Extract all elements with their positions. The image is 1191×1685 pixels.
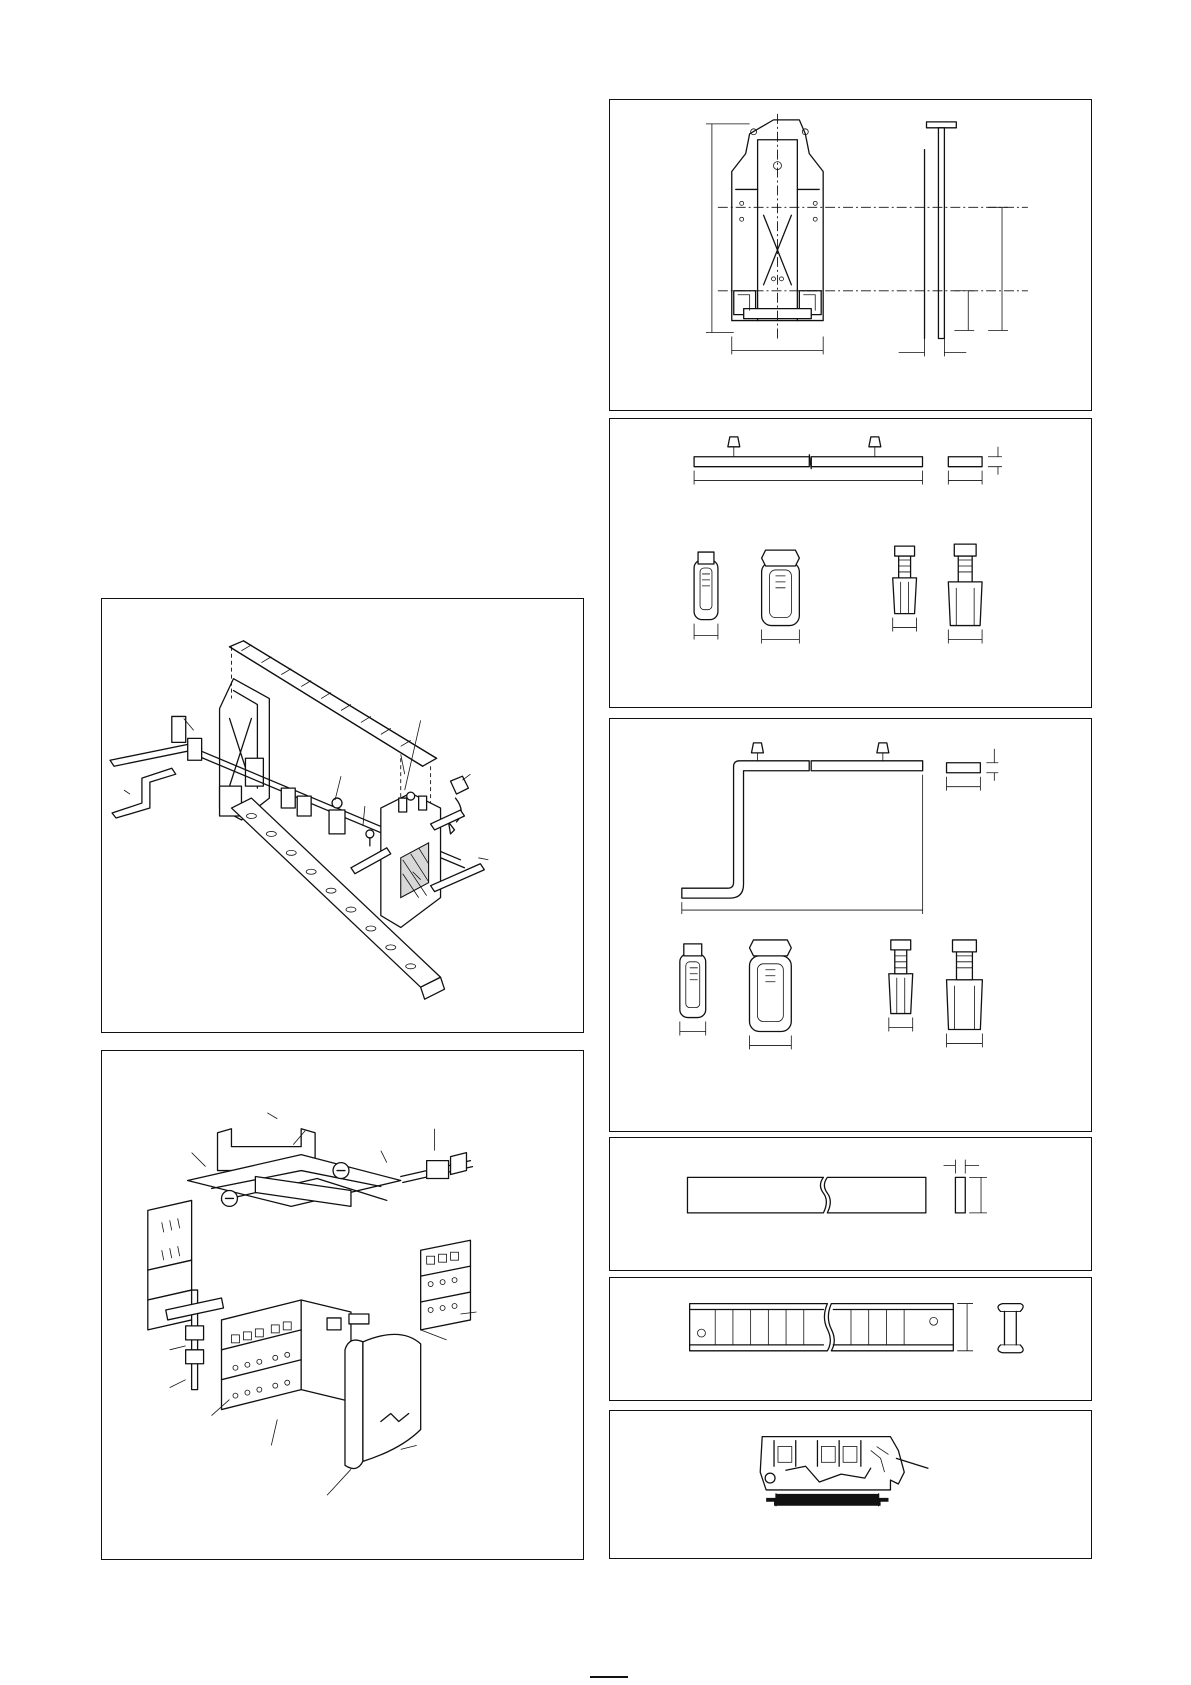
offset-clamp-large-fork (947, 940, 983, 1047)
end-bracket-dimensions-drawing (610, 100, 1091, 410)
terminal-block-assembly-drawing (102, 1051, 583, 1559)
central-bracket (188, 1129, 401, 1207)
rail-mounted-terminal-panel (609, 1410, 1092, 1559)
end-bracket-dimensions-panel (609, 99, 1092, 411)
front-terminal-blocks (222, 1300, 351, 1410)
perforated-rail-drawing (610, 1278, 1091, 1400)
flat-bar-section (955, 1177, 965, 1212)
perforated-rail (690, 1304, 954, 1351)
straight-busbar-drawing (610, 419, 1091, 707)
clamp-large-loop (762, 550, 800, 643)
rail-profile (998, 1304, 1023, 1353)
offset-busbar-drawing (610, 719, 1091, 1131)
offset-busbar (682, 743, 923, 914)
right-rod (401, 1153, 473, 1183)
right-terminal-blocks (421, 1240, 471, 1330)
terminal-block-assembly-panel (101, 1050, 584, 1560)
flat-bar (687, 1177, 925, 1212)
busbar-section (948, 457, 982, 467)
offset-clamp-small-fork (889, 940, 913, 1032)
straight-busbar-panel (609, 418, 1092, 708)
page-footer-mark (590, 1676, 628, 1678)
offset-busbar-section (947, 763, 981, 773)
straight-busbar (694, 437, 922, 469)
perforated-rail-panel (609, 1277, 1092, 1401)
left-end-bracket (220, 679, 270, 820)
rail-mounted-terminal-drawing (610, 1411, 1091, 1558)
terminal-on-rail (760, 1437, 904, 1506)
flat-bar-drawing (610, 1138, 1091, 1270)
clamp-small-fork (893, 546, 917, 631)
assembly-exploded-view-panel (101, 598, 584, 1033)
right-end-bracket (381, 793, 441, 927)
flat-bar-panel (609, 1137, 1092, 1271)
assembly-exploded-view-drawing (102, 599, 583, 1032)
bracket-side-view (925, 122, 957, 339)
offset-busbar-panel (609, 718, 1092, 1132)
clamp-small-loop (694, 552, 718, 639)
offset-clamp-large-loop (749, 940, 791, 1049)
offset-clamp-small-loop (680, 944, 706, 1036)
clamp-large-fork (948, 544, 982, 643)
